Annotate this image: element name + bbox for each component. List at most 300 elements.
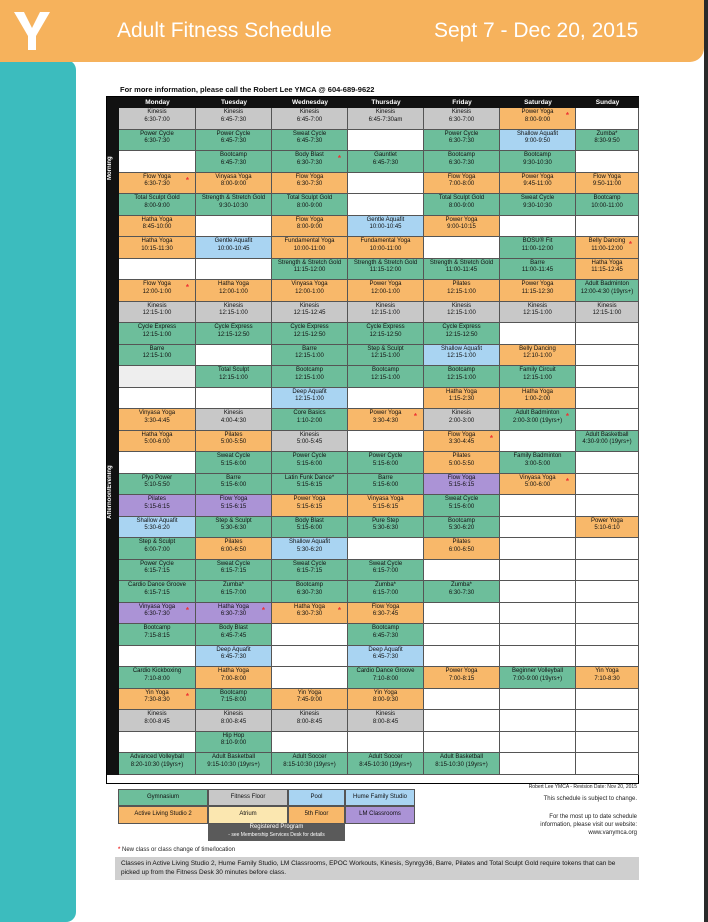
class-slot (348, 517, 424, 539)
class-time: 6:30-7:30 (296, 589, 323, 596)
empty-slot (424, 237, 500, 259)
class-name: Barre (530, 259, 545, 266)
class-slot (119, 345, 196, 367)
class-slot (500, 130, 576, 152)
class-slot (576, 302, 639, 324)
class-time: 6:30-7:00 (448, 116, 475, 123)
class-slot (119, 538, 196, 560)
empty-slot (576, 753, 639, 775)
class-name: Sweat Cycle (520, 195, 555, 201)
class-time: 8:15-10:30 (19yrs+) (435, 761, 488, 768)
class-time: 5:00-5:50 (448, 460, 475, 467)
class-slot (348, 689, 424, 711)
empty-slot (500, 323, 576, 345)
class-name: Flow Yoga (143, 173, 171, 180)
class-slot (272, 581, 348, 603)
class-time: 8:00-9:30 (372, 697, 399, 703)
empty-slot (348, 130, 424, 152)
class-time: 6:45-7:30 (296, 138, 323, 144)
class-slot (348, 753, 424, 775)
class-name: Adult Badminton (584, 281, 630, 287)
class-time: 7:15-8:00 (220, 697, 247, 703)
class-name: Kinesis (223, 302, 244, 309)
class-slot (348, 366, 424, 388)
class-time: 9:15-10:30 (19yrs+) (207, 761, 260, 768)
class-name: Kinesis (527, 302, 548, 309)
day-header-saturday: Saturday (500, 97, 576, 108)
class-slot (119, 581, 196, 603)
class-time: 5:30-6:30 (372, 525, 399, 531)
class-slot (272, 323, 348, 345)
class-name: Adult Basketball (439, 754, 484, 760)
class-slot (500, 409, 576, 431)
class-name: Belly Dancing (519, 345, 556, 352)
class-name: Power Cycle (140, 560, 174, 567)
class-slot (196, 130, 272, 152)
empty-slot (576, 452, 639, 474)
empty-slot (272, 732, 348, 754)
class-slot (196, 603, 272, 625)
class-slot (424, 431, 500, 453)
class-slot (196, 753, 272, 775)
class-time: 12:15-1:00 (142, 310, 172, 316)
empty-slot (500, 581, 576, 603)
class-time: 12:15-1:00 (447, 288, 476, 295)
class-slot (272, 237, 348, 259)
class-time: 5:10-6:10 (594, 525, 620, 531)
class-slot (196, 689, 272, 711)
empty-slot (196, 216, 272, 238)
class-time: 8:00-8:45 (220, 718, 247, 725)
class-name: Kinesis (223, 410, 244, 416)
class-time: 9:00-9:50 (524, 138, 551, 144)
class-name: Fundamental Yoga (360, 238, 411, 244)
class-name: Power Cycle (368, 453, 403, 459)
class-slot (272, 259, 348, 281)
class-name: Hatha Yoga (141, 431, 173, 438)
class-time: 11:00-11:45 (445, 267, 478, 273)
class-slot (119, 194, 196, 216)
class-slot (348, 237, 424, 259)
class-slot (196, 173, 272, 195)
class-slot (119, 667, 196, 689)
class-name: Cycle Express (290, 324, 329, 330)
class-name: Pilates (452, 539, 471, 545)
class-name: Power Yoga (293, 496, 326, 502)
class-slot (272, 388, 348, 410)
empty-slot (576, 409, 639, 431)
legend-pool: Pool (288, 789, 345, 806)
class-name: Cycle Express (214, 324, 253, 330)
empty-slot (500, 646, 576, 668)
class-time: 6:30-7:30 (448, 159, 475, 166)
class-time: 5:30-6:20 (144, 525, 170, 531)
class-time: 5:15-6:00 (372, 460, 399, 467)
class-time: 3:30-4:45 (144, 417, 170, 424)
class-slot (576, 517, 639, 539)
empty-slot (576, 560, 639, 582)
class-time: 7:00-9:00 (19yrs+) (512, 675, 563, 682)
class-time: 5:15-6:15 (296, 503, 323, 510)
class-slot (576, 237, 639, 259)
class-slot (348, 108, 424, 130)
class-slot (272, 474, 348, 496)
empty-slot (424, 732, 500, 754)
class-slot (196, 151, 272, 173)
class-time: 6:15-7:00 (372, 568, 399, 574)
empty-slot (119, 646, 196, 668)
new-class-star-icon: * (337, 154, 341, 163)
new-class-star-icon: * (261, 605, 265, 615)
class-name: Kinesis (299, 302, 320, 309)
class-time: 1:10-2:00 (296, 417, 323, 424)
class-slot (424, 151, 500, 173)
class-slot (272, 108, 348, 130)
class-slot (119, 366, 196, 388)
class-slot (196, 431, 272, 453)
empty-slot (576, 732, 639, 754)
class-slot (119, 302, 196, 324)
class-name: Flow Yoga (295, 173, 324, 180)
class-name: Kinesis (375, 109, 396, 115)
class-name: Bootcamp (447, 152, 475, 158)
class-time: 12:15-1:00 (371, 374, 400, 381)
class-name: Power Cycle (216, 130, 251, 137)
class-name: Pilates (224, 539, 243, 545)
class-slot (348, 345, 424, 367)
class-time: 6:15-7:00 (372, 589, 399, 596)
class-slot (272, 431, 348, 453)
class-slot (348, 581, 424, 603)
class-slot (348, 646, 424, 668)
class-time: 10:00-11:00 (293, 245, 326, 252)
class-name: Vinyasa Yoga (138, 410, 176, 416)
class-slot (119, 216, 196, 238)
class-slot (196, 237, 272, 259)
class-time: 12:10-1:00 (523, 353, 552, 359)
class-name: Hatha Yoga (217, 603, 250, 610)
empty-slot (500, 732, 576, 754)
class-time: 6:45-7:30 (220, 116, 247, 123)
class-time: 12:15-1:00 (447, 353, 476, 359)
class-time: 4:00-4:30 (220, 417, 247, 424)
website-note: For the most up to date schedule information, please visit our website: www.vanymca.org (540, 814, 637, 836)
class-slot (272, 689, 348, 711)
class-name: Plyo Power (141, 474, 173, 481)
class-slot (576, 173, 639, 195)
class-time: 5:15-6:15 (296, 482, 323, 488)
ymca-logo-icon (10, 8, 54, 52)
class-time: 12:00-1:00 (219, 288, 248, 295)
class-slot (119, 108, 196, 130)
class-time: 11:15-12:30 (521, 288, 554, 295)
class-name: Flow Yoga (447, 474, 476, 481)
class-name: Zumba* (374, 582, 396, 588)
class-time: 6:45-7:00 (296, 116, 323, 123)
class-time: 4:30-9:00 (19yrs+) (582, 439, 632, 445)
empty-slot (500, 710, 576, 732)
class-name: Bootcamp (219, 152, 247, 158)
class-name: Power Yoga (445, 668, 478, 674)
class-time: 9:30-10:30 (523, 202, 552, 209)
class-name: Yin Yoga (373, 689, 398, 696)
empty-slot (576, 366, 639, 388)
legend-hume-family-studio: Hume Family Studio (345, 789, 415, 806)
class-name: Hatha Yoga (217, 281, 250, 287)
class-time: 5:00-5:50 (220, 439, 247, 445)
class-name: Hatha Yoga (591, 259, 623, 266)
empty-slot (500, 560, 576, 582)
class-time: 8:00-9:00 (220, 181, 247, 187)
class-name: Core Basics (293, 410, 326, 416)
class-time: 12:15-12:50 (293, 331, 326, 338)
class-name: Sweat Cycle (444, 496, 479, 502)
class-slot (119, 173, 196, 195)
class-time: 8:00-9:00 (144, 202, 170, 209)
class-name: Shallow Aquafit (136, 517, 178, 524)
class-slot (272, 753, 348, 775)
class-name: Power Cycle (140, 130, 174, 137)
class-time: 8:20-10:30 (19yrs+) (130, 761, 184, 768)
class-slot (272, 280, 348, 302)
empty-slot (424, 646, 500, 668)
class-time: 9:00-10:15 (447, 224, 476, 230)
class-time: 5:15-6:15 (220, 503, 247, 510)
legend-atrium: Atrium (208, 806, 288, 824)
class-name: Power Yoga (590, 517, 624, 524)
revision-date: Robert Lee YMCA - Revision Date: Nov 20, 2015 (528, 784, 637, 790)
class-name: Strength & Stretch Gold (353, 259, 418, 266)
class-time: 5:30-6:30 (220, 525, 247, 531)
class-name: Power Yoga (445, 216, 478, 223)
class-time: 6:00-7:00 (144, 546, 170, 553)
empty-slot (500, 517, 576, 539)
class-slot (424, 538, 500, 560)
class-name: Body Blast (219, 625, 248, 631)
class-name: Flow Yoga (447, 431, 476, 438)
class-time: 8:00-8:45 (372, 718, 399, 725)
schedule-grid (106, 96, 639, 784)
class-name: Sweat Cycle (216, 560, 251, 567)
class-slot (196, 517, 272, 539)
class-slot (119, 130, 196, 152)
class-name: Cycle Express (442, 324, 481, 330)
class-slot (272, 345, 348, 367)
class-name: Advanced Volleyball (130, 754, 184, 760)
class-time: 5:00-6:00 (144, 439, 170, 445)
class-name: Pilates (452, 453, 471, 459)
class-name: Body Blast (295, 517, 324, 524)
class-time: 9:30-10:30 (523, 159, 552, 166)
class-slot (348, 560, 424, 582)
class-time: 8:00-9:00 (296, 202, 323, 209)
class-name: Sweat Cycle (292, 560, 327, 567)
empty-slot (576, 710, 639, 732)
class-time: 5:00-6:00 (524, 482, 551, 488)
class-time: 6:30-7:30 (296, 159, 323, 166)
class-slot (196, 667, 272, 689)
class-slot (500, 345, 576, 367)
class-time: 3:30-4:30 (372, 417, 399, 424)
class-name: Flow Yoga (371, 603, 400, 610)
class-slot (500, 259, 576, 281)
class-slot (272, 302, 348, 324)
empty-slot (424, 689, 500, 711)
class-slot (119, 495, 196, 517)
class-time: 6:15-7:15 (144, 568, 170, 574)
day-header-tuesday: Tuesday (196, 97, 272, 108)
empty-slot (424, 710, 500, 732)
class-name: Yin Yoga (595, 668, 619, 674)
class-time: 5:10-5:50 (144, 482, 170, 488)
class-slot (500, 237, 576, 259)
class-time: 6:15-7:15 (296, 568, 323, 574)
class-slot (500, 474, 576, 496)
empty-slot (348, 388, 424, 410)
class-name: Cardio Kickboxing (132, 668, 182, 674)
day-header-thursday: Thursday (348, 97, 424, 108)
class-name: Hatha Yoga (141, 238, 173, 244)
empty-slot (576, 388, 639, 410)
new-class-star-icon: * (565, 476, 569, 486)
class-name: BOSU® Fit (522, 238, 553, 244)
class-slot (348, 710, 424, 732)
empty-slot (272, 624, 348, 646)
class-name: Belly Dancing (588, 238, 626, 244)
class-slot (500, 151, 576, 173)
class-time: 6:45-7:30 (220, 138, 247, 144)
class-name: Kinesis (147, 302, 167, 309)
class-slot (196, 194, 272, 216)
class-slot (196, 710, 272, 732)
empty-slot (576, 108, 639, 130)
empty-slot (196, 388, 272, 410)
class-time: 5:15-6:00 (220, 460, 247, 467)
class-slot (119, 237, 196, 259)
class-name: Sweat Cycle (292, 130, 327, 137)
empty-slot (196, 345, 272, 367)
class-slot (272, 517, 348, 539)
class-slot (196, 581, 272, 603)
class-name: Kinesis (451, 109, 472, 115)
class-name: Hip Hop (222, 732, 245, 739)
class-name: Fundamental Yoga (284, 238, 335, 244)
legend-5th-floor: 5th Floor (288, 806, 345, 824)
class-name: Barre (378, 474, 393, 481)
morning-label: Morning (107, 156, 113, 180)
empty-slot (424, 624, 500, 646)
class-name: Adult Basketball (211, 754, 256, 760)
class-time: 7:30-8:30 (144, 697, 170, 703)
class-name: Deep Aquafit (292, 388, 327, 395)
empty-slot (500, 624, 576, 646)
class-name: Bootcamp (593, 195, 621, 201)
class-name: Total Sculpt Gold (134, 195, 180, 201)
class-slot (424, 345, 500, 367)
class-time: 7:00-8:00 (448, 181, 475, 187)
class-name: Kinesis (597, 302, 617, 309)
class-slot (424, 495, 500, 517)
class-time: 11:00-12:00 (521, 245, 554, 252)
class-slot (119, 689, 196, 711)
new-class-star-icon: * (185, 283, 189, 292)
empty-slot (576, 538, 639, 560)
empty-slot (576, 689, 639, 711)
class-time: 6:45-7:30 (220, 654, 247, 660)
class-time: 8:00-9:00 (296, 224, 323, 230)
class-name: Pilates (452, 281, 471, 287)
class-name: Vinyasa Yoga (367, 496, 404, 502)
class-time: 6:45-7:30 (372, 632, 399, 639)
class-time: 6:30-7:30 (144, 611, 170, 617)
class-name: Power Yoga (521, 281, 554, 287)
empty-slot (500, 689, 576, 711)
class-name: Sweat Cycle (216, 453, 251, 459)
class-slot (576, 130, 639, 152)
class-slot (424, 388, 500, 410)
empty-slot (500, 216, 576, 238)
class-name: Cardio Dance Groove (356, 668, 415, 674)
class-slot (119, 409, 196, 431)
class-name: Kinesis (375, 711, 396, 717)
class-slot (348, 409, 424, 431)
class-slot (348, 216, 424, 238)
class-name: Power Yoga (369, 410, 402, 416)
class-slot (196, 474, 272, 496)
class-time: 12:15-12:50 (369, 331, 402, 338)
class-name: Kinesis (299, 711, 320, 717)
new-class-star-icon: * (413, 412, 417, 421)
token-footer-note: Classes in Active Living Studio 2, Hume Family Studio, LM Classrooms, EPOC Workouts, Kinesis, Synrgy36, Barre, Pilates and Total Sculpt Gold require tokens that can be picked up from the Fitness Desk 30 minutes before class. (115, 857, 639, 880)
class-time: 12:15-1:00 (295, 396, 324, 402)
class-name: Shallow Aquafit (440, 345, 483, 352)
empty-slot (424, 560, 500, 582)
empty-slot (272, 667, 348, 689)
class-name: Adult Basketball (585, 431, 629, 438)
class-time: 8:15-10:30 (19yrs+) (283, 761, 336, 768)
class-name: Flow Yoga (593, 173, 621, 180)
class-time: 5:15-6:15 (372, 503, 399, 510)
class-name: Total Sculpt (217, 367, 250, 373)
class-name: Cycle Express (137, 324, 177, 330)
class-time: 12:15-12:45 (293, 310, 326, 316)
class-time: 11:15-12:00 (293, 267, 326, 273)
day-header-monday: Monday (119, 97, 196, 108)
class-slot (424, 474, 500, 496)
class-slot (424, 753, 500, 775)
legend-fitness-floor: Fitness Floor (208, 789, 288, 806)
class-time: 12:15-1:00 (523, 374, 552, 381)
class-slot (424, 194, 500, 216)
class-slot (196, 280, 272, 302)
class-name: Adult Soccer (368, 754, 403, 760)
class-name: Pilates (147, 496, 166, 502)
empty-slot (424, 603, 500, 625)
class-name: Family Badminton (513, 453, 562, 459)
class-slot (348, 495, 424, 517)
class-time: 5:15-6:00 (220, 482, 247, 488)
class-time: 8:30-9:50 (594, 138, 620, 144)
new-class-star-icon: * (185, 175, 189, 185)
class-name: Gauntlet (374, 152, 397, 158)
new-class-star-icon: * (565, 111, 569, 120)
class-time: 7:45-9:00 (296, 697, 323, 703)
class-name: Family Circuit (519, 367, 556, 373)
empty-slot (576, 323, 639, 345)
class-name: Hatha Yoga (217, 668, 250, 674)
class-time: 5:15-6:00 (448, 503, 475, 510)
empty-slot (576, 624, 639, 646)
